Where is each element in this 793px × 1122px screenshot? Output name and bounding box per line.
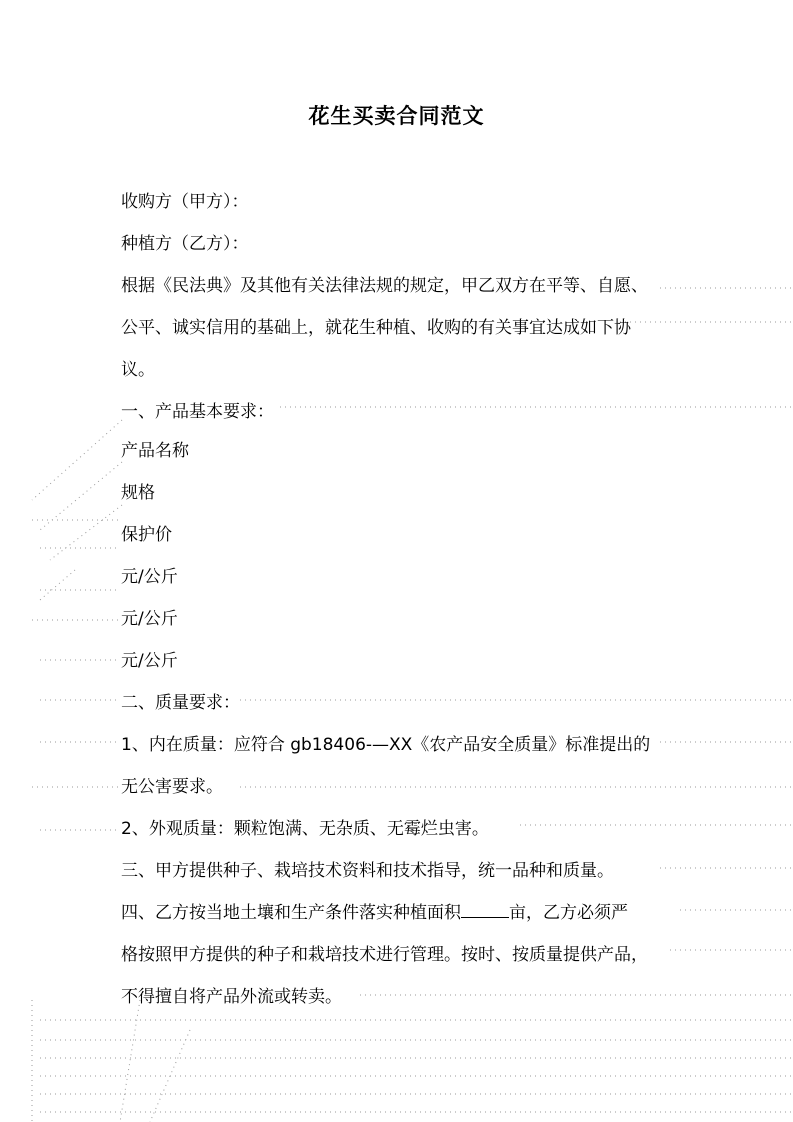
price-unit-3: 元/公斤: [121, 651, 178, 671]
preamble-line-1: 根据《民法典》及其他有关法律法规的规定，甲乙双方在平等、自愿、: [121, 276, 648, 296]
preamble-line-2: 公平、诚实信用的基础上，就花生种植、收购的有关事宜达成如下协: [121, 318, 631, 338]
product-name-label: 产品名称: [121, 441, 189, 461]
section-1-heading: 一、产品基本要求：: [121, 402, 274, 422]
section-4-line-1: [121, 902, 628, 924]
document-title: 花生买卖合同范文: [308, 104, 485, 128]
protection-price-label: 保护价: [121, 525, 172, 545]
price-unit-2: 元/公斤: [121, 609, 178, 629]
section-4-line-2: 格按照甲方提供的种子和栽培技术进行管理。按时、按质量提供产品，: [121, 945, 648, 965]
spec-label: 规格: [121, 483, 155, 503]
section-2-heading: 二、质量要求：: [121, 693, 240, 713]
area-blank-field: [461, 903, 509, 918]
internal-quality-line-2: 无公害要求。: [121, 777, 223, 797]
section-4-text-after: 亩，乙方必须严: [509, 903, 628, 923]
preamble-line-3: 议。: [121, 360, 155, 380]
appearance-quality-line: 2、外观质量：颗粒饱满、无杂质、无霉烂虫害。: [121, 819, 489, 839]
section-4-line-3: 不得擅自将产品外流或转卖。: [121, 987, 342, 1007]
section-3-line: 三、甲方提供种子、栽培技术资料和技术指导，统一品种和质量。: [121, 861, 614, 881]
section-4-text-before: 四、乙方按当地土壤和生产条件落实种植面积: [121, 903, 461, 923]
buyer-line: 收购方（甲方）：: [121, 192, 249, 212]
grower-line: 种植方（乙方）：: [121, 234, 249, 254]
internal-quality-line-1: 1、内在质量：应符合 gb18406-—XX《农产品安全质量》标准提出的: [121, 735, 651, 755]
price-unit-1: 元/公斤: [121, 567, 178, 587]
